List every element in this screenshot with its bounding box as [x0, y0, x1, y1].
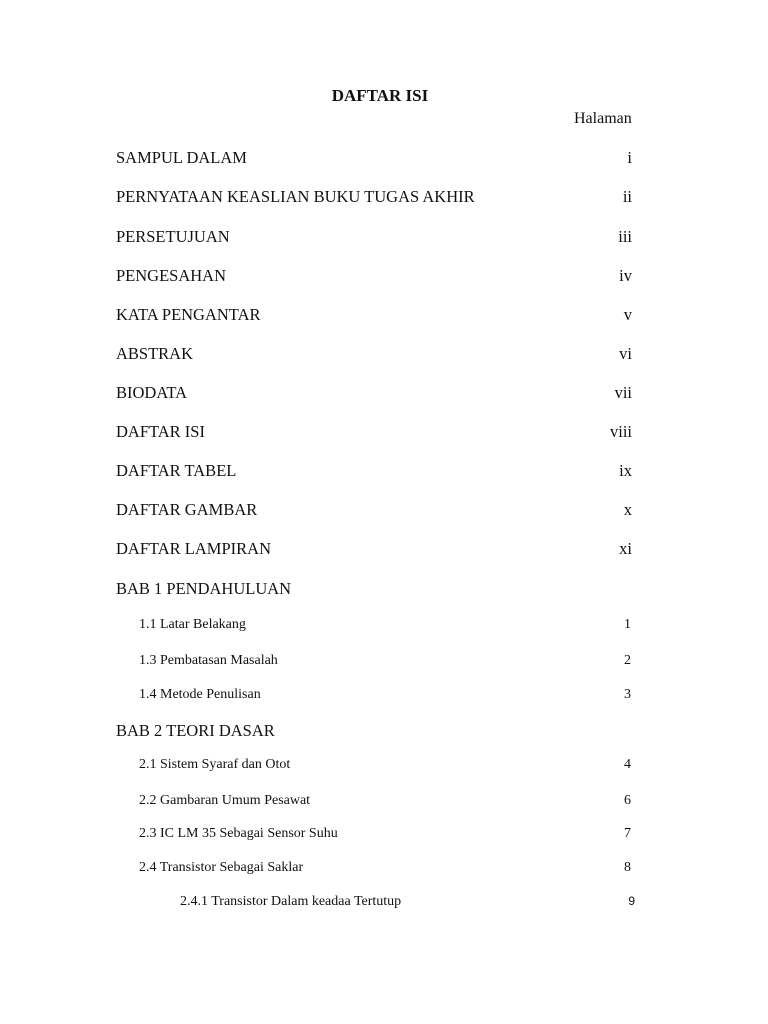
toc-entry-label: 2.4.1 Transistor Dalam keadaa Tertutup — [180, 894, 402, 909]
toc-chapter-heading — [0, 721, 768, 745]
toc-entry-page: 4 — [624, 757, 631, 772]
toc-entry — [0, 757, 768, 781]
toc-entry — [0, 344, 768, 368]
toc-entry-page: 3 — [624, 687, 631, 702]
page-column-header: Halaman — [574, 110, 632, 127]
toc-entry — [0, 894, 768, 918]
toc-entry — [0, 653, 768, 677]
toc-entry-page: 8 — [624, 860, 631, 875]
toc-entry-label: KATA PENGANTAR — [116, 305, 261, 324]
toc-entry-label: BIODATA — [116, 383, 188, 402]
toc-entry-page: x — [623, 500, 632, 519]
toc-entry-label: BAB 1 PENDAHULUAN — [116, 579, 292, 598]
toc-entry — [0, 187, 768, 211]
toc-entry-label: PENGESAHAN — [116, 266, 227, 285]
toc-entry-label: DAFTAR ISI — [116, 422, 205, 441]
toc-entry-label: 1.4 Metode Penulisan — [139, 687, 261, 702]
toc-entry — [0, 266, 768, 290]
toc-entry-page: 6 — [624, 793, 631, 808]
toc-entry — [0, 227, 768, 251]
toc-entry — [0, 539, 768, 563]
toc-entry — [0, 383, 768, 407]
toc-entry — [0, 305, 768, 329]
toc-entry-page: 7 — [624, 826, 631, 841]
toc-entry-page: vi — [619, 344, 632, 363]
toc-entry — [0, 826, 768, 850]
toc-entry-page: iv — [619, 266, 632, 285]
toc-entry-page: vii — [614, 383, 632, 402]
toc-entry-label: DAFTAR TABEL — [116, 461, 237, 480]
toc-entry — [0, 422, 768, 446]
toc-entry-label: BAB 2 TEORI DASAR — [116, 721, 275, 740]
toc-entry-label: ABSTRAK — [116, 344, 194, 363]
toc-entry — [0, 500, 768, 524]
toc-entry-label: SAMPUL DALAM — [116, 148, 247, 167]
toc-entry — [0, 461, 768, 485]
toc-entry — [0, 860, 768, 884]
toc-entry-page: iii — [618, 227, 632, 246]
toc-entry-label: DAFTAR GAMBAR — [116, 500, 258, 519]
toc-entry-page: 1 — [624, 617, 631, 632]
toc-entry — [0, 687, 768, 711]
toc-entry-page: v — [623, 305, 632, 324]
toc-entry — [0, 148, 768, 172]
toc-entry-label: 2.1 Sistem Syaraf dan Otot — [139, 757, 291, 772]
toc-entry-label: 1.1 Latar Belakang — [139, 617, 246, 632]
page-title: DAFTAR ISI — [331, 86, 429, 105]
toc-entry-label: 2.4 Transistor Sebagai Saklar — [139, 860, 304, 875]
toc-entry — [0, 793, 768, 817]
toc-entry-page: viii — [609, 422, 632, 441]
toc-entry-page: ix — [619, 461, 632, 480]
toc-entry-label: 2.3 IC LM 35 Sebagai Sensor Suhu — [139, 826, 338, 841]
toc-entry-label: 1.3 Pembatasan Masalah — [139, 653, 278, 668]
toc-entry-page: 9 — [628, 894, 635, 908]
toc-entry-page: i — [627, 148, 632, 167]
toc-entry-label: PERSETUJUAN — [116, 227, 230, 246]
toc-chapter-heading — [0, 579, 768, 603]
toc-entry-page: 2 — [624, 653, 631, 668]
toc-entry-page: ii — [622, 187, 632, 206]
toc-entry-page: xi — [619, 539, 632, 558]
toc-entry-label: 2.2 Gambaran Umum Pesawat — [139, 793, 311, 808]
toc-entry-label: DAFTAR LAMPIRAN — [116, 539, 271, 558]
toc-entry-label: PERNYATAAN KEASLIAN BUKU TUGAS AKHIR — [116, 187, 475, 206]
toc-entry — [0, 617, 768, 641]
